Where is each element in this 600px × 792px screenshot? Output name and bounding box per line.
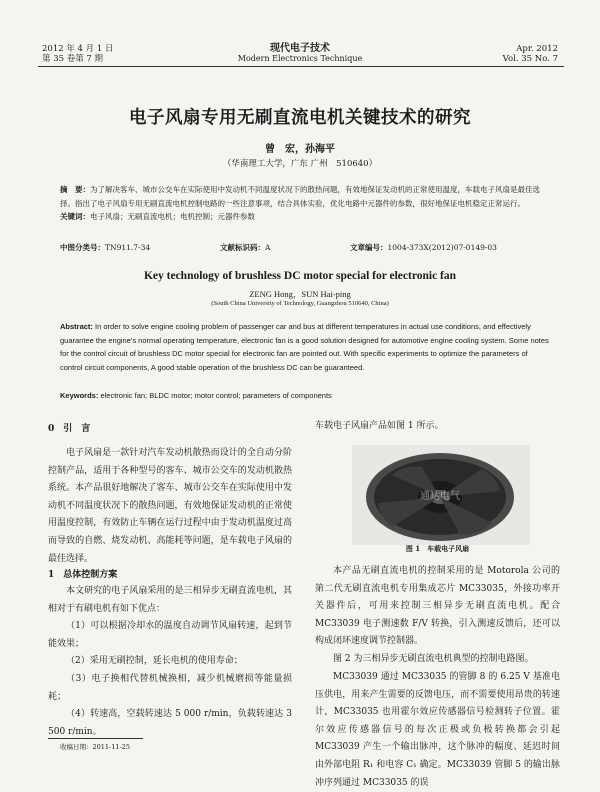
article-no-value: 1004-373X(2012)07-0149-03 — [387, 243, 497, 252]
header-rule — [38, 66, 564, 67]
section-1-title: 1 总体控制方案 — [48, 570, 118, 580]
article-no-label: 文章编号： — [350, 243, 388, 252]
received-date: 收稿日期：2011-11-25 — [60, 743, 130, 751]
keywords-en-line — [60, 391, 552, 400]
abstract-cn — [60, 183, 552, 224]
keywords-cn: 电子风扇；无刷直流电机；电机控制；元器件参数 — [90, 212, 255, 221]
authors-cn: 曾 宏，孙海平 — [265, 144, 335, 155]
issue-volume-en: Vol. 35 No. 7 — [502, 54, 558, 64]
authors-en: ZENG Hong，SUN Hai-ping — [249, 289, 351, 299]
abstract-label-cn: 摘 要： — [60, 185, 90, 194]
figure-watermark: 通达电气 — [420, 491, 460, 502]
clc-value: TN911.7-34 — [105, 243, 151, 252]
list-item-1: （1）可以根据冷却水的温度自动调节风扇转速，起到节能效果； — [48, 621, 292, 649]
list-item-4: （4）转速高，空载转速达 5 000 r/min，负载转速达 3 500 r/min。 — [48, 709, 292, 737]
section-0-paragraph: 电子风扇是一款针对汽车发动机散热而设计的全自动分阶控制产品，适用于各种型号的客车、城市公交车的发动机散热系统。本产品很好地解决了客车、城市公交车在实际使用中发动机不同温度状况下的散热问题，有效地保证发动机的正常使用温度控制，有效防止车辆在运行过程中由于发动机温度过高而导致的自燃、烧发动机、高能耗等问题，是车载电子风扇的最佳选择。 — [48, 448, 292, 564]
paper-title-en: Key technology of brushless DC motor special for electronic fan — [143, 270, 457, 282]
right-paragraph-2: 图 2 为三相异步无刷直流电机典型的控制电路图。 — [333, 654, 534, 664]
affiliation-cn: （华南理工大学，广东 广州 510640） — [222, 159, 378, 169]
doc-code-label: 文献标识码： — [220, 243, 265, 252]
footnote-rule — [48, 738, 143, 739]
header-right — [503, 44, 558, 64]
issue-date-en: Apr. 2012 — [516, 44, 558, 54]
section-0-title: 0 引 言 — [48, 424, 91, 434]
section-1-paragraph: 本文研究的电子风扇采用的是三相异步无刷直流电机，其相对于有刷电机有如下优点： — [48, 586, 292, 614]
right-paragraph-3: MC33039 通过 MC33035 的管脚 8 的 6.25 V 基准电压供电，用来产生需要的反馈电压，而不需要使用昂贵的转速计，MC33035 也用霍尔效应传感器信号检测转子位置。霍尔效应传感器信号的每次正极或负极转换都会引起 MC33039 产生一个输出脉冲，这个脉冲的幅度、延迟时间由外部电阻 R₁ 和电容 C₁ 确定。MC33039 管脚 5 的输出脉冲序列通过 MC33035 的误 — [315, 672, 560, 788]
abstract-text-en: In order to solve engine cooling problem of passenger car and bus at different temperatures in actual use conditions, and effectively guarantee the engine's normal operating temperature, electronic fan is a good solution designed for automotive engine cooling system. Some notes for the control circuit of brushless DC motor special for electronic fan are pointed out. With specific experiments to optimize the parameters of control circuit components, A good stable operation of the brushless DC can be guaranteed. — [60, 322, 549, 372]
issue-date-cn: 2012 年 4 月 1 日 — [42, 44, 114, 54]
figure-1-fan-image — [352, 445, 530, 545]
clc-label: 中图分类号： — [60, 243, 105, 252]
list-item-2: （2）采用无刷控制，延长电机的使用寿命； — [66, 656, 243, 666]
keywords-label-en: Keywords: — [60, 391, 99, 400]
doc-code-value: A — [265, 243, 271, 252]
list-item-3: （3）电子换相代替机械换相，减少机械磨损等能量损耗； — [48, 674, 292, 702]
header-left — [42, 44, 113, 64]
paper-title-cn: 电子风扇专用无刷直流电机关键技术的研究 — [129, 108, 471, 128]
abstract-en — [60, 320, 552, 374]
abstract-label-en: Abstract: — [60, 322, 93, 331]
journal-name-en: Modern Electronics Technique — [237, 54, 363, 63]
abstract-text-cn: 为了解决客车、城市公交车在实际使用中发动机不同温度状况下的散热问题，有效地保证发动机的正常使用温度，车载电子风扇是最佳选择。指出了电子风扇专用无刷直流电机控制电路的一些注意事项，结合具体实验，优化电路中元器件的参数，很好地保证电机稳定正常运行。 — [60, 185, 540, 208]
keywords-label-cn: 关键词： — [60, 212, 90, 221]
right-paragraph-1: 本产品无刷直流电机的控制采用的是 Motorola 公司的第二代无刷直流电机专用集成芯片 MC33035，外接功率开关器件后，可用来控制三相异步无刷直流电机。配合 MC33039 电子测速数 F/V 转换，引入测速反馈后，还可以构成闭环速度调节控制器。 — [315, 566, 560, 647]
figure-1-caption: 图 1 车载电子风扇 — [405, 544, 470, 553]
figure-intro: 车载电子风扇产品如图 1 所示。 — [315, 421, 444, 431]
affiliation-en: (South China University of Technology, Guangzhou 510640, China) — [211, 300, 389, 307]
issue-volume-cn: 第 35 卷第 7 期 — [42, 54, 104, 64]
journal-name — [200, 43, 400, 64]
keywords-en: electronic fan; BLDC motor; motor control; parameters of components — [100, 391, 332, 400]
journal-name-cn: 现代电子技术 — [270, 43, 330, 54]
